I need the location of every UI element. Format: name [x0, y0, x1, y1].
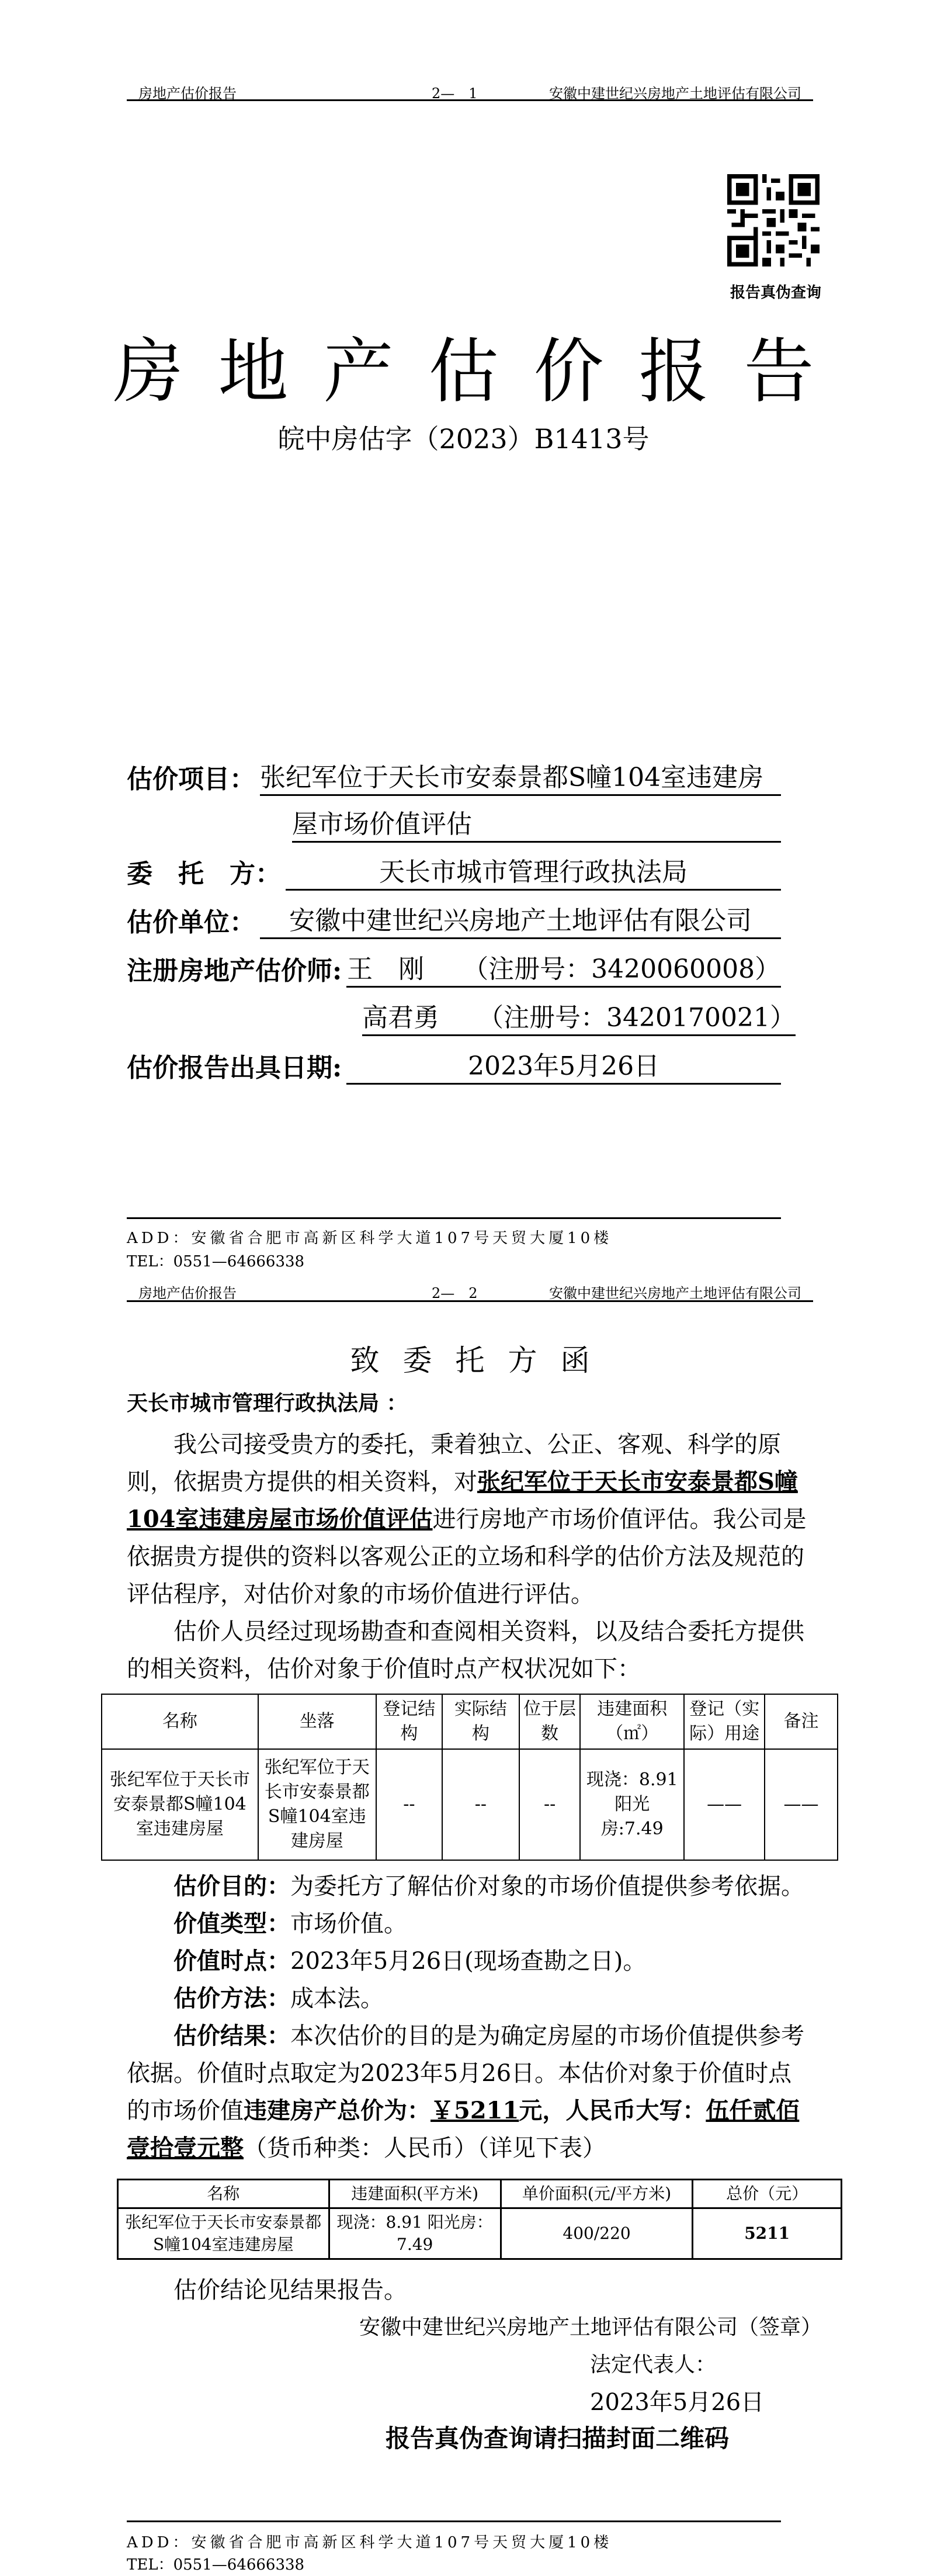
cell-name: 张纪军位于天长市安泰景都S幢104室违建房屋 — [118, 2208, 329, 2259]
client-value: 天长市城市管理行政执法局 — [286, 856, 781, 891]
header-company: 安徽中建世纪兴房地产土地评估有限公司 — [549, 85, 801, 102]
appraiser-1: 王 刚 （注册号：3420060008） — [346, 953, 781, 988]
paragraph-status: 估价人员经过现场勘查和查阅相关资料，以及结合委托方提供的相关资料，估价对象于价值时点产权状况如下： — [127, 1618, 804, 1682]
cell-remark: —— — [765, 1749, 838, 1860]
date-value: 2023年5月26日 — [346, 1050, 781, 1085]
client-row — [127, 856, 781, 891]
conclusion: 估价结论见结果报告。 — [173, 2277, 407, 2304]
col-area: 违建面积(平方米) — [329, 2180, 501, 2208]
project-value-line1: 张纪军位于天长市安泰景都S幢104室违建房 — [260, 761, 781, 796]
col-remark: 备注 — [765, 1694, 838, 1749]
project-reference: 张纪军位于天长市安泰景都S幢104室违建房屋市场价值评估 — [127, 1468, 798, 1533]
cell-actual-structure: -- — [442, 1749, 519, 1860]
signer: 安徽中建世纪兴房地产土地评估有限公司（签章） — [359, 2315, 822, 2339]
property-table — [101, 1694, 838, 1861]
cell-area: 现浇：8.91 阳光房：7.49 — [329, 2208, 501, 2259]
col-unit-price: 单价面积(元/平方米) — [501, 2180, 693, 2208]
report-number: 皖中房估字（2023）B1413号 — [277, 423, 650, 455]
legal-representative: 法定代表人： — [590, 2353, 717, 2377]
col-total: 总价（元） — [693, 2180, 842, 2208]
col-floor: 位于层数 — [519, 1694, 580, 1749]
footer-divider — [127, 2520, 781, 2522]
table-row — [118, 2208, 842, 2259]
page-header — [127, 82, 813, 102]
page-2 — [109, 1282, 822, 2576]
unit-row — [127, 905, 781, 939]
report-title: 房地产估价报告 — [113, 331, 849, 413]
unit-value: 安徽中建世纪兴房地产土地评估有限公司 — [260, 905, 781, 939]
cell-name: 张纪军位于天长市安泰景都S幢104室违建房屋 — [102, 1749, 258, 1860]
table-header-row — [102, 1694, 838, 1749]
project-label: 估价项目： — [127, 764, 255, 794]
col-reg-structure: 登记结构 — [376, 1694, 442, 1749]
cell-location: 张纪军位于天长市安泰景都S幢104室违建房屋 — [258, 1749, 376, 1860]
cell-area: 现浇：8.91 阳光房:7.49 — [580, 1749, 684, 1860]
total-price-words: 伍仟贰佰壹拾壹元整 — [127, 2097, 800, 2162]
addressee: 天长市城市管理行政执法局 ： — [127, 1391, 408, 1415]
client-label: 委 托 方： — [127, 859, 281, 889]
page-header — [127, 1282, 813, 1299]
header-divider — [127, 99, 813, 101]
col-actual-structure: 实际结构 — [442, 1694, 519, 1749]
qr-code-icon[interactable] — [727, 174, 820, 266]
unit-label: 估价单位： — [127, 908, 255, 937]
project-value-line2: 屋市场价值评估 — [292, 808, 781, 843]
header-left: 房地产估价报告 — [138, 1285, 237, 1301]
date-row — [127, 1050, 781, 1085]
result-paragraph: 估价结果：本次估价的目的是为确定房屋的市场价值提供参考依据。价值时点取定为2023年5月26日。本估价对象于价值时点的市场价值违建房产总价为：￥5211元，人民币大写：伍仟贰佰壹拾壹元整（货币种类：人民币）（详见下表） — [127, 2022, 804, 2162]
date-label: 估价报告出具日期: — [127, 1053, 342, 1083]
appraiser-2: 高君勇 （注册号：3420170021） — [362, 1002, 796, 1036]
col-usage: 登记（实际）用途 — [684, 1694, 765, 1749]
total-price: ￥5211 — [430, 2097, 519, 2124]
col-location: 坐落 — [258, 1694, 376, 1749]
header-left: 房地产估价报告 — [138, 85, 237, 102]
project-row-2 — [292, 808, 781, 843]
cell-reg-structure: -- — [376, 1749, 442, 1860]
cell-total: 5211 — [693, 2208, 842, 2259]
col-name: 名称 — [118, 2180, 329, 2208]
footer-address: ADD：安徽省合肥市高新区科学大道107号天贸大厦10楼 — [127, 2534, 613, 2551]
cell-unit-price: 400/220 — [501, 2208, 693, 2259]
footer-tel: TEL：0551—64666338 — [127, 2556, 305, 2574]
page-number: 2— 2 — [432, 1285, 478, 1301]
qr-caption: 报告真伪查询 — [730, 284, 822, 302]
value-type-line: 价值类型：市场价值。 — [173, 1910, 407, 1937]
footer-address: ADD：安徽省合肥市高新区科学大道107号天贸大厦10楼 — [127, 1230, 613, 1247]
cell-usage: —— — [684, 1749, 765, 1860]
col-name: 名称 — [102, 1694, 258, 1749]
footer-divider — [127, 1217, 781, 1219]
valuation-table — [117, 2179, 842, 2260]
footer-tel: TEL：0551—64666338 — [127, 1253, 305, 1270]
header-company: 安徽中建世纪兴房地产土地评估有限公司 — [549, 1285, 801, 1301]
appraiser-label: 注册房地产估价师: — [127, 956, 342, 986]
value-time-line: 价值时点：2023年5月26日(现场查勘之日)。 — [173, 1947, 647, 1975]
paragraph-intro: 我公司接受贵方的委托，秉着独立、公正、客观、科学的原则，依据贵方提供的相关资料，对张纪军位于天长市安泰景都S幢104室违建房屋市场价值评估进行房地产市场价值评估。我公司是依据贵方提供的资料以客观公正的立场和科学的估价方法及规范的评估程序，对估价对象的市场价值进行评估。 — [127, 1431, 807, 1608]
cell-floor: -- — [519, 1749, 580, 1860]
purpose-line: 估价目的：为委托方了解估价对象的市场价值提供参考依据。 — [173, 1872, 804, 1900]
verify-note: 报告真伪查询请扫描封面二维码 — [386, 2424, 730, 2453]
method-line: 估价方法：成本法。 — [173, 1985, 384, 2012]
page-number: 2— 1 — [432, 85, 478, 102]
project-row — [127, 761, 781, 796]
table-row — [102, 1749, 838, 1860]
letter-title: 致委托方函 — [350, 1344, 613, 1377]
appraiser-row-2 — [362, 1002, 796, 1036]
sign-date: 2023年5月26日 — [590, 2389, 765, 2416]
appraiser-row — [127, 953, 781, 988]
col-area: 违建面积（㎡） — [580, 1694, 684, 1749]
table-header-row — [118, 2180, 842, 2208]
